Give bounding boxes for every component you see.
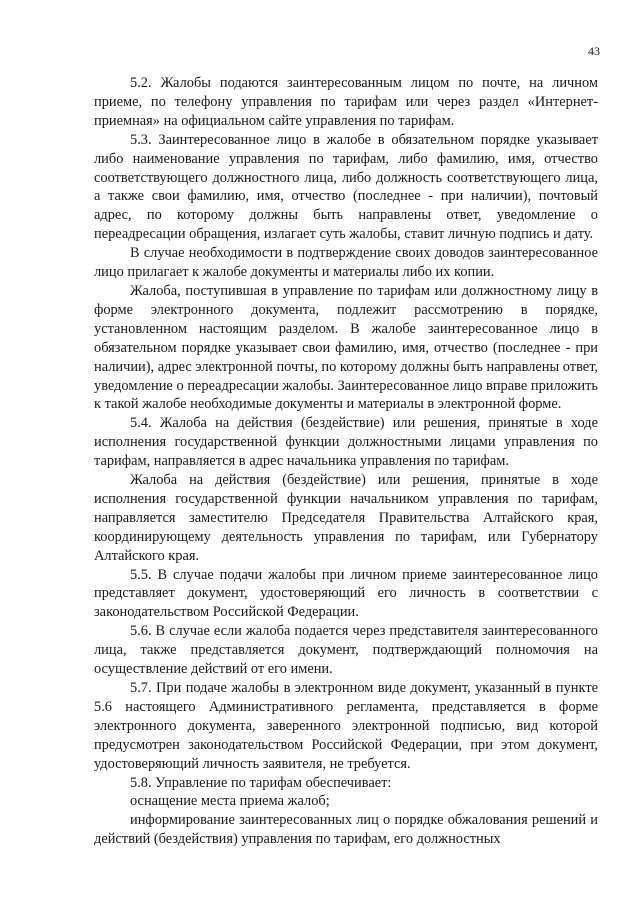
paragraph-5-8: 5.8. Управление по тарифам обеспечивает: (130, 774, 392, 791)
paragraph-5-5: 5.5. В случае подачи жалобы при личном приеме заинтересованное лицо представляет документ, удостоверяющий его личность в соответствии с законодательством Российской Федерации. (94, 566, 598, 621)
paragraph-5-4: 5.4. Жалоба на действия (бездействие) или решения, принятые в ходе исполнения государственной функции должностными лицами управления по тарифам, направляется в адрес начальника управления по тарифам. (94, 415, 598, 470)
paragraph-5-7: 5.7. При подаче жалобы в электронном виде документ, указанный в пункте 5.6 настоящего Административного регламента, представляется в форме электронного документа, заверенного электронной подписью, вид которой предусмотрен законодательством Российской Федерации, при этом документ, удостоверяющий личность заявителя, не требуется. (94, 680, 598, 772)
paragraph-equipping: оснащение места приема жалоб; (130, 793, 330, 810)
paragraph-5-2: 5.2. Жалобы подаются заинтересованным лицом по почте, на личном приеме, по телефону управления по тарифам или через раздел «Интернет-приемная» на официальном сайте управления по тарифам. (94, 75, 598, 129)
paragraph-complaint-head: Жалоба на действия (бездействие) или решения, принятые в ходе исполнения государственной функции начальником управления по тарифам, направляется заместителю Председателя Правительства Алтайского края, координирующему деятельность управления по тарифам, или Губернатору Алтайского края. (94, 472, 598, 564)
paragraph-attachments: В случае необходимости в подтверждение своих доводов заинтересованное лицо прилагает к жалобе документы и материалы либо их копии. (94, 245, 598, 281)
paragraph-informing: информирование заинтересованных лиц о порядке обжалования решений и действий (бездействия) управления по тарифам, его должностных (94, 812, 598, 848)
paragraph-5-6: 5.6. В случае если жалоба подается через представителя заинтересованного лица, также представляется документ, подтверждающий полномочия на осуществление действий от его имени. (94, 623, 598, 678)
paragraph-5-3: 5.3. Заинтересованное лицо в жалобе в обязательном порядке указывает либо наименование управления по тарифам, либо фамилию, имя, отчество соответствующего должностного лица, либо должность соответствующего лица, а также свои фамилию, имя, отчество (последнее - при наличии), почтовый адрес, по которому должны быть направлены ответ, уведомление о переадресации обращения, излагает суть жалобы, ставит личную подпись и дату. (94, 131, 598, 243)
document-body (94, 74, 598, 849)
paragraph-electronic-complaint: Жалоба, поступившая в управление по тарифам или должностному лицу в форме электронного документа, подлежит рассмотрению в порядке, установленном настоящим разделом. В жалобе заинтересованное лицо в обязательном порядке указывает свои фамилию, имя, отчество (последнее - при наличии), адрес электронной почты, по которому должны быть направлены ответ, уведомление о переадресации жалобы. Заинтересованное лицо вправе приложить к такой жалобе необходимые документы и материалы в электронной форме. (94, 282, 598, 413)
page-number: 43 (588, 44, 600, 58)
